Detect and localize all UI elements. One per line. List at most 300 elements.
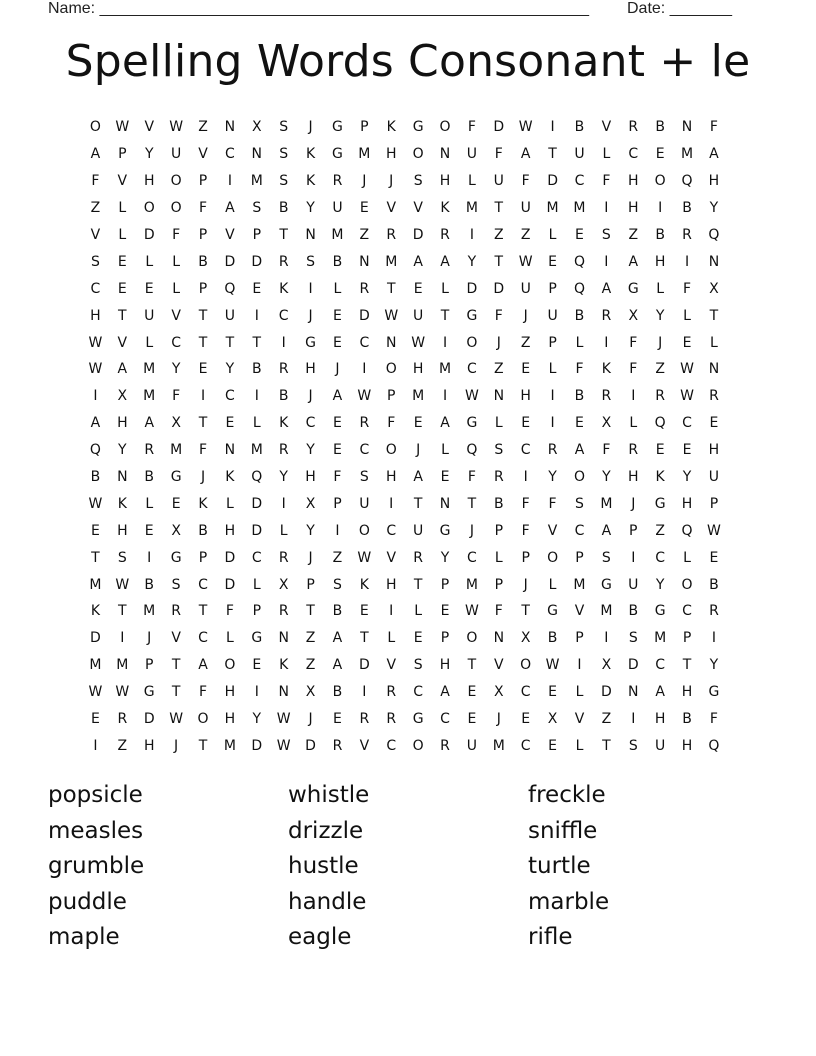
grid-letter: P: [198, 549, 208, 566]
grid-letter: B: [332, 253, 343, 270]
grid-letter: M: [170, 442, 183, 459]
grid-letter: B: [628, 603, 639, 620]
grid-letter: U: [332, 200, 343, 217]
grid-letter: F: [602, 173, 611, 190]
grid-letter: P: [198, 173, 208, 190]
grid-letter: G: [547, 603, 559, 620]
grid-letter: C: [655, 657, 666, 674]
grid-letter: G: [251, 630, 263, 647]
grid-letter: C: [520, 684, 531, 701]
grid-letter: U: [655, 737, 666, 754]
grid-letter: N: [628, 684, 639, 701]
grid-letter: E: [709, 415, 719, 432]
grid-letter: E: [521, 711, 531, 728]
grid-letter: W: [518, 253, 533, 270]
grid-letter: R: [386, 684, 397, 701]
grid-letter: O: [385, 442, 397, 459]
grid-letter: S: [601, 549, 611, 566]
grid-letter: A: [574, 442, 585, 459]
grid-letter: N: [251, 146, 263, 163]
grid-letter: O: [439, 119, 451, 136]
grid-letter: S: [91, 253, 100, 270]
grid-letter: G: [708, 684, 720, 701]
grid-letter: H: [224, 711, 236, 728]
grid-letter: F: [172, 388, 181, 405]
grid-letter: V: [117, 334, 128, 351]
grid-letter: F: [225, 603, 234, 620]
grid-letter: L: [441, 442, 449, 459]
grid-letter: Z: [332, 549, 343, 566]
grid-letter: A: [198, 657, 208, 674]
grid-letter: W: [88, 334, 103, 351]
grid-letter: J: [147, 630, 152, 647]
grid-letter: S: [279, 146, 289, 163]
grid-letter: D: [627, 657, 639, 674]
grid-letter: P: [198, 280, 208, 297]
word-list-item: hustle: [288, 853, 359, 880]
grid-letter: V: [171, 307, 181, 324]
grid-letter: D: [251, 737, 263, 754]
grid-letter: E: [682, 442, 692, 459]
grid-letter: I: [631, 549, 636, 566]
grid-letter: O: [170, 173, 182, 190]
grid-letter: C: [359, 442, 370, 459]
grid-letter: I: [631, 711, 636, 728]
grid-letter: D: [143, 711, 155, 728]
grid-letter: E: [575, 227, 584, 243]
grid-letter: Z: [655, 522, 665, 539]
grid-letter: C: [574, 173, 585, 190]
grid-letter: B: [682, 200, 692, 217]
grid-letter: C: [386, 737, 397, 754]
grid-letter: D: [90, 630, 101, 647]
grid-letter: J: [308, 119, 313, 136]
grid-letter: B: [574, 119, 585, 136]
grid-letter: W: [464, 388, 479, 405]
grid-letter: N: [386, 334, 397, 351]
grid-letter: L: [575, 737, 584, 754]
grid-letter: H: [708, 442, 720, 459]
grid-letter: J: [308, 307, 313, 324]
grid-letter: R: [413, 549, 423, 566]
grid-letter: L: [710, 334, 718, 351]
grid-letter: A: [117, 361, 128, 378]
grid-letter: L: [494, 549, 503, 566]
grid-letter: A: [655, 684, 665, 701]
grid-letter: R: [171, 603, 181, 620]
grid-letter: T: [118, 603, 127, 620]
grid-letter: L: [145, 334, 154, 351]
word-list-item: puddle: [48, 888, 127, 915]
grid-letter: I: [389, 603, 394, 620]
grid-letter: L: [494, 415, 503, 432]
grid-letter: L: [118, 200, 127, 217]
grid-letter: W: [115, 119, 130, 136]
grid-letter: Q: [573, 253, 585, 270]
grid-letter: Q: [466, 442, 478, 459]
grid-letter: X: [305, 684, 316, 701]
grid-letter: T: [279, 227, 288, 243]
grid-letter: W: [357, 388, 372, 405]
grid-letter: U: [628, 576, 639, 593]
grid-letter: F: [467, 469, 476, 486]
grid-letter: F: [521, 522, 530, 539]
grid-letter: R: [682, 227, 692, 243]
grid-letter: B: [90, 469, 101, 486]
grid-letter: D: [224, 253, 236, 270]
grid-letter: Y: [709, 657, 719, 674]
grid-letter: V: [198, 146, 208, 163]
grid-letter: I: [362, 361, 367, 378]
grid-letter: D: [305, 737, 316, 754]
grid-letter: N: [224, 119, 236, 136]
grid-letter: G: [627, 280, 639, 297]
grid-letter: T: [709, 307, 719, 324]
grid-letter: W: [115, 576, 130, 593]
grid-letter: C: [655, 549, 666, 566]
grid-letter: V: [171, 630, 181, 647]
grid-letter: O: [385, 361, 397, 378]
grid-letter: N: [117, 469, 128, 486]
grid-letter: E: [359, 200, 369, 217]
grid-letter: L: [441, 280, 449, 297]
grid-letter: I: [604, 200, 609, 217]
grid-letter: N: [359, 253, 370, 270]
grid-letter: J: [496, 334, 501, 351]
grid-letter: S: [252, 200, 262, 217]
grid-letter: K: [440, 200, 450, 217]
grid-letter: X: [520, 630, 531, 647]
grid-letter: U: [466, 146, 478, 163]
grid-letter: T: [521, 603, 530, 620]
grid-letter: E: [467, 684, 477, 701]
grid-letter: E: [225, 415, 235, 432]
grid-letter: I: [281, 495, 286, 512]
grid-letter: Y: [709, 200, 719, 217]
grid-letter: L: [683, 307, 691, 324]
grid-letter: M: [600, 495, 613, 512]
grid-letter: O: [412, 146, 424, 163]
grid-letter: O: [573, 469, 585, 486]
grid-letter: Y: [655, 576, 665, 593]
grid-letter: B: [655, 119, 665, 136]
grid-letter: F: [387, 415, 396, 432]
grid-letter: A: [90, 146, 101, 163]
grid-letter: Z: [305, 630, 316, 647]
grid-letter: S: [575, 495, 584, 512]
grid-letter: S: [601, 227, 611, 243]
grid-letter: K: [279, 280, 289, 297]
grid-letter: R: [601, 307, 612, 324]
grid-letter: T: [225, 334, 235, 351]
grid-letter: M: [465, 576, 478, 593]
grid-letter: D: [493, 280, 505, 297]
grid-letter: N: [278, 684, 289, 701]
grid-letter: R: [493, 469, 504, 486]
grid-letter: M: [438, 361, 452, 378]
grid-letter: E: [521, 361, 531, 378]
grid-letter: T: [467, 657, 477, 674]
grid-letter: Z: [90, 200, 101, 217]
name-field-label: Name: _______________________________________________________: [48, 0, 589, 17]
grid-letter: N: [439, 495, 451, 512]
grid-letter: K: [90, 603, 101, 620]
grid-letter: J: [362, 173, 367, 190]
grid-letter: L: [575, 684, 584, 701]
grid-letter: G: [466, 307, 478, 324]
grid-letter: R: [278, 361, 289, 378]
grid-letter: X: [547, 711, 558, 728]
grid-letter: T: [306, 603, 315, 620]
grid-letter: Z: [520, 334, 531, 351]
grid-letter: G: [143, 684, 155, 701]
grid-letter: B: [655, 227, 665, 243]
word-list-item: freckle: [528, 782, 606, 808]
grid-letter: E: [440, 603, 450, 620]
grid-letter: F: [198, 684, 208, 701]
grid-letter: S: [117, 549, 127, 566]
grid-letter: X: [601, 657, 612, 674]
grid-letter: N: [493, 630, 505, 647]
grid-letter: U: [413, 522, 424, 539]
grid-letter: R: [144, 442, 155, 459]
grid-letter: R: [278, 603, 289, 620]
grid-letter: E: [144, 522, 154, 539]
grid-letter: E: [413, 280, 423, 297]
grid-letter: N: [708, 253, 720, 270]
grid-letter: G: [412, 711, 424, 728]
grid-letter: N: [681, 119, 693, 136]
grid-letter: J: [523, 576, 528, 593]
grid-letter: H: [627, 469, 639, 486]
grid-letter: C: [251, 549, 262, 566]
grid-letter: Y: [682, 469, 692, 486]
grid-letter: K: [386, 119, 396, 136]
grid-letter: Y: [440, 549, 450, 566]
grid-letter: K: [198, 495, 208, 512]
grid-letter: W: [88, 684, 103, 701]
grid-letter: U: [493, 173, 504, 190]
grid-letter: J: [335, 361, 340, 378]
grid-letter: U: [144, 307, 155, 324]
grid-letter: I: [254, 307, 259, 324]
grid-letter: E: [144, 280, 154, 297]
grid-letter: E: [252, 657, 262, 674]
grid-letter: G: [439, 522, 451, 539]
grid-letter: S: [306, 253, 316, 270]
grid-letter: F: [91, 173, 100, 190]
grid-letter: H: [439, 657, 451, 674]
grid-letter: J: [389, 173, 394, 190]
grid-letter: A: [413, 253, 423, 270]
grid-letter: P: [709, 495, 719, 512]
grid-letter: P: [252, 227, 262, 243]
grid-letter: Y: [306, 522, 315, 539]
grid-letter: E: [709, 549, 719, 566]
grid-letter: I: [227, 173, 232, 190]
grid-letter: K: [359, 576, 369, 593]
grid-letter: H: [627, 200, 639, 217]
word-list-item: sniffle: [528, 817, 598, 844]
grid-letter: O: [224, 657, 236, 674]
grid-letter: H: [305, 469, 316, 486]
grid-letter: Z: [520, 227, 531, 243]
grid-letter: H: [224, 522, 236, 539]
grid-letter: C: [198, 576, 208, 593]
grid-letter: B: [682, 711, 692, 728]
grid-letter: C: [413, 684, 424, 701]
grid-letter: Y: [279, 469, 288, 486]
grid-letter: T: [198, 603, 208, 620]
grid-letter: J: [416, 442, 421, 459]
grid-letter: P: [575, 549, 584, 566]
grid-letter: R: [332, 173, 343, 190]
grid-letter: V: [144, 119, 155, 136]
grid-letter: E: [198, 361, 208, 378]
word-list-item: grumble: [48, 853, 145, 880]
grid-letter: H: [412, 361, 424, 378]
grid-letter: P: [252, 603, 262, 620]
grid-letter: O: [466, 630, 478, 647]
grid-letter: T: [118, 307, 127, 324]
grid-letter: F: [467, 119, 476, 136]
grid-letter: D: [143, 227, 155, 243]
grid-letter: K: [279, 415, 289, 432]
grid-letter: O: [520, 657, 532, 674]
grid-letter: E: [655, 442, 665, 459]
grid-letter: Q: [573, 280, 585, 297]
grid-letter: I: [577, 657, 582, 674]
grid-letter: M: [250, 173, 263, 190]
grid-letter: R: [601, 388, 612, 405]
grid-letter: O: [466, 334, 478, 351]
grid-letter: P: [145, 657, 154, 674]
word-list-item: maple: [48, 924, 120, 951]
grid-letter: H: [143, 173, 155, 190]
grid-letter: I: [254, 684, 259, 701]
grid-letter: D: [224, 576, 236, 593]
grid-letter: R: [655, 388, 666, 405]
grid-letter: T: [198, 415, 208, 432]
grid-letter: U: [520, 200, 531, 217]
grid-letter: E: [91, 711, 100, 728]
grid-letter: R: [547, 442, 558, 459]
grid-letter: N: [708, 361, 720, 378]
grid-letter: D: [493, 119, 505, 136]
grid-letter: F: [683, 280, 692, 297]
grid-letter: Z: [494, 227, 504, 243]
grid-letter: P: [440, 630, 450, 647]
grid-letter: D: [251, 253, 263, 270]
grid-letter: O: [654, 173, 666, 190]
grid-letter: D: [600, 684, 612, 701]
grid-letter: C: [225, 146, 235, 163]
grid-letter: N: [439, 146, 451, 163]
grid-letter: F: [198, 200, 208, 217]
word-list-item: eagle: [288, 924, 352, 951]
grid-letter: F: [709, 119, 718, 136]
grid-letter: L: [629, 415, 638, 432]
grid-letter: E: [333, 442, 342, 459]
grid-letter: E: [548, 684, 558, 701]
grid-letter: L: [387, 630, 396, 647]
grid-letter: F: [494, 307, 503, 324]
grid-letter: W: [276, 737, 291, 754]
grid-letter: Y: [144, 146, 154, 163]
grid-letter: L: [145, 253, 154, 270]
grid-letter: M: [465, 200, 478, 217]
grid-letter: L: [602, 146, 611, 163]
grid-letter: U: [520, 280, 531, 297]
grid-letter: Y: [252, 711, 262, 728]
grid-letter: F: [521, 173, 530, 190]
grid-letter: M: [492, 737, 505, 754]
grid-letter: B: [709, 576, 719, 593]
grid-letter: A: [709, 146, 719, 163]
grid-letter: E: [333, 334, 342, 351]
grid-letter: A: [601, 280, 612, 297]
grid-letter: O: [547, 549, 559, 566]
grid-letter: K: [601, 361, 611, 378]
grid-letter: I: [631, 388, 636, 405]
grid-letter: W: [115, 684, 130, 701]
grid-letter: G: [170, 549, 182, 566]
grid-letter: T: [198, 307, 208, 324]
grid-letter: Z: [601, 711, 612, 728]
grid-letter: F: [494, 146, 503, 163]
grid-letter: K: [305, 146, 316, 163]
grid-letter: L: [145, 495, 154, 512]
grid-letter: V: [386, 657, 397, 674]
grid-letter: U: [359, 495, 370, 512]
grid-letter: R: [117, 711, 128, 728]
grid-letter: R: [359, 711, 370, 728]
grid-letter: E: [467, 711, 477, 728]
grid-letter: I: [658, 200, 663, 217]
grid-letter: T: [440, 307, 450, 324]
grid-letter: Z: [655, 361, 665, 378]
grid-letter: I: [93, 737, 98, 754]
grid-letter: H: [654, 253, 666, 270]
grid-letter: B: [332, 603, 343, 620]
grid-letter: R: [628, 442, 639, 459]
grid-letter: P: [333, 495, 342, 512]
grid-letter: P: [629, 522, 638, 539]
grid-letter: F: [494, 603, 503, 620]
grid-letter: M: [600, 603, 613, 620]
grid-letter: L: [548, 576, 557, 593]
grid-letter: R: [386, 227, 397, 243]
grid-letter: G: [466, 415, 478, 432]
grid-letter: A: [90, 415, 101, 432]
grid-letter: X: [628, 307, 639, 324]
grid-letter: A: [413, 469, 423, 486]
grid-letter: Q: [89, 442, 101, 459]
grid-letter: Y: [467, 253, 477, 270]
grid-letter: N: [305, 227, 316, 243]
grid-letter: L: [172, 253, 181, 270]
grid-letter: U: [708, 469, 720, 486]
grid-letter: C: [628, 146, 639, 163]
grid-letter: M: [89, 657, 102, 674]
grid-letter: R: [709, 603, 719, 620]
grid-letter: F: [629, 334, 638, 351]
grid-letter: M: [143, 603, 156, 620]
grid-letter: E: [548, 253, 558, 270]
grid-letter: W: [411, 334, 426, 351]
grid-letter: A: [440, 253, 450, 270]
grid-letter: Q: [251, 469, 263, 486]
